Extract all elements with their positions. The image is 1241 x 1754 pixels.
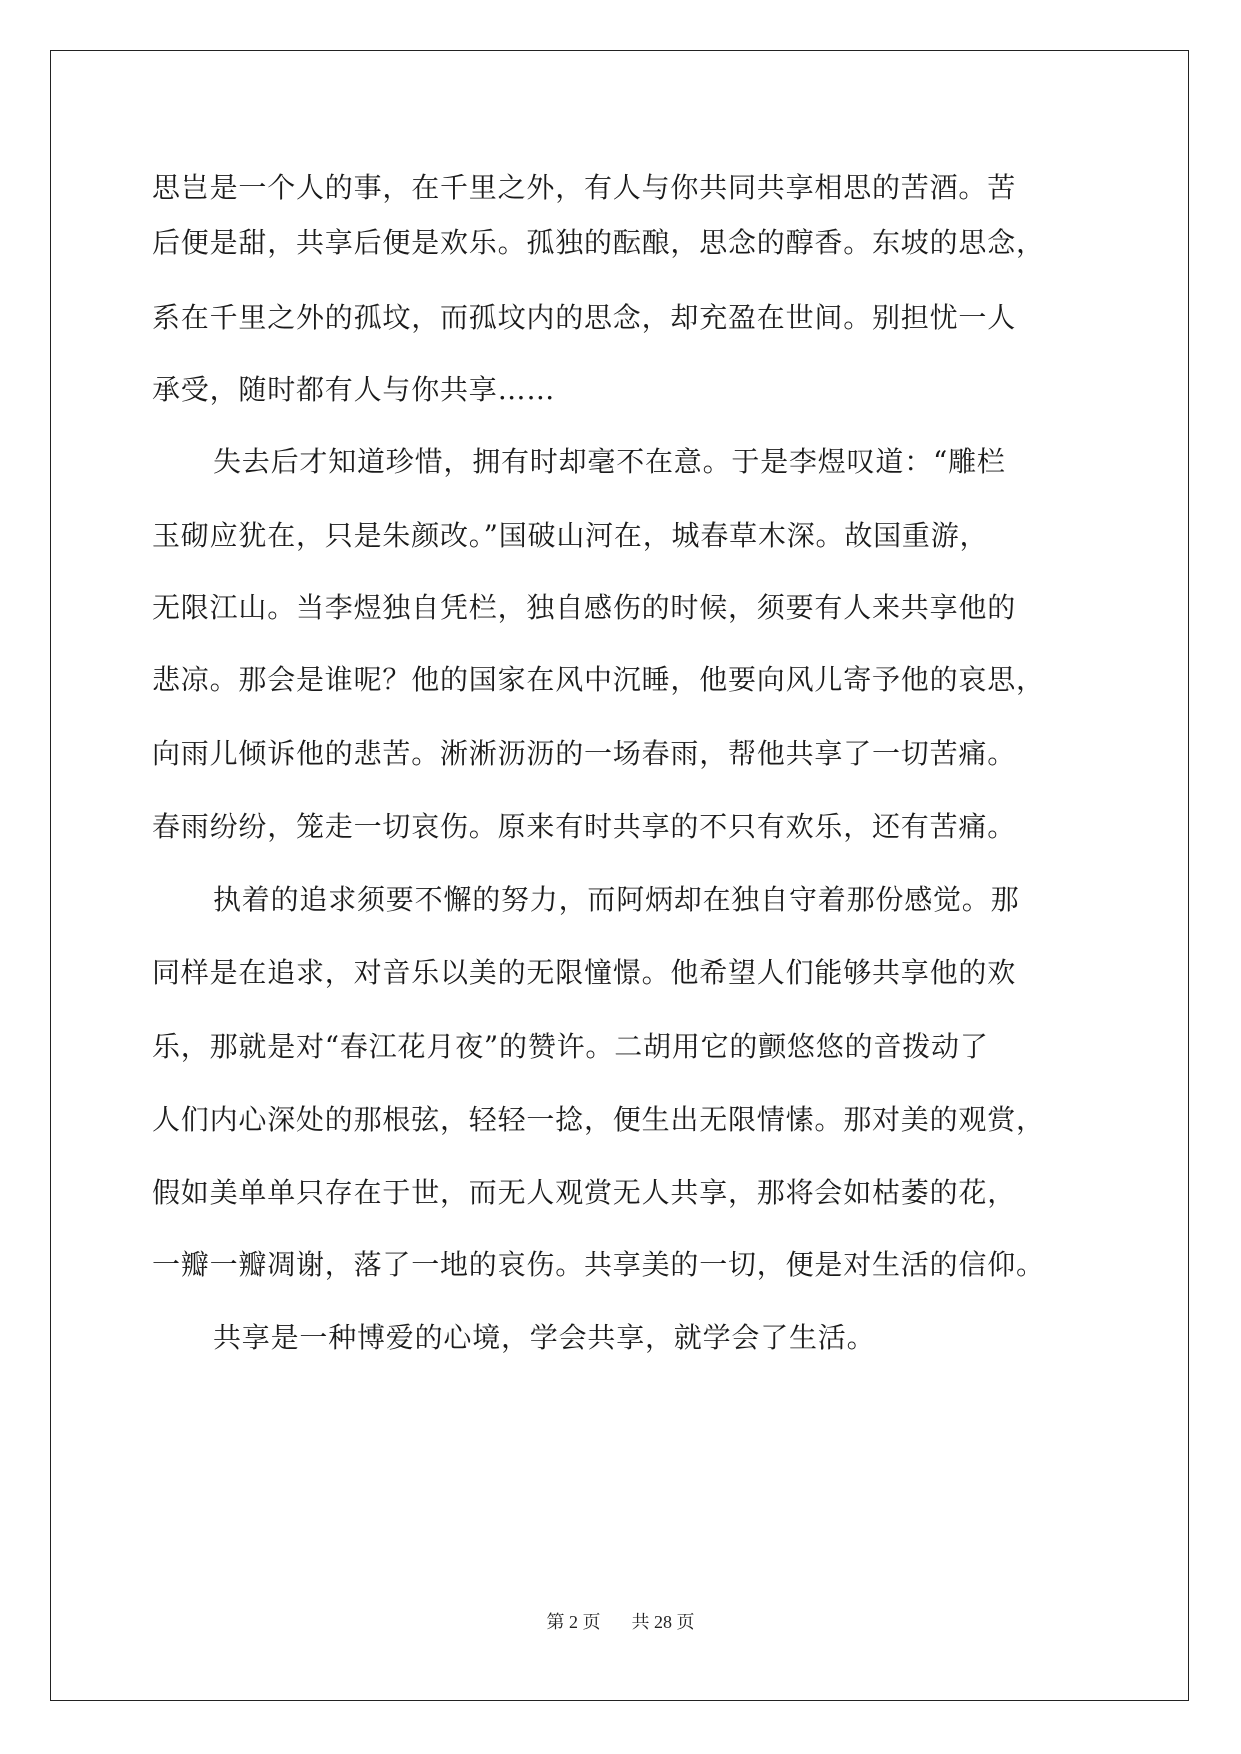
text-line: 一瓣一瓣凋谢，落了一地的哀伤。共享美的一切，便是对生活的信仰。 (152, 1248, 1045, 1281)
paragraph-first-line: 执着的追求须要不懈的努力，而阿炳却在独自守着那份感觉。那 (213, 883, 1020, 916)
text-line: 同样是在追求，对音乐以美的无限憧憬。他希望人们能够共享他的欢 (152, 956, 1017, 989)
page-total: 共 28 页 (631, 1612, 695, 1632)
text-line: 假如美单单只存在于世，而无人观赏无人共享，那将会如枯萎的花， (152, 1176, 1017, 1209)
page-number: 第 2 页 (546, 1612, 601, 1632)
text-line: 思岂是一个人的事，在千里之外，有人与你共同共享相思的苦酒。苦 (152, 171, 1017, 204)
text-line: 承受，随时都有人与你共享…… (152, 373, 556, 406)
page-footer (0, 1610, 1241, 1634)
text-line: 无限江山。当李煜独自凭栏，独自感伤的时候，须要有人来共享他的 (152, 591, 1017, 624)
text-line: 向雨儿倾诉他的悲苦。淅淅沥沥的一场春雨，帮他共享了一切苦痛。 (152, 737, 1017, 770)
text-line: 人们内心深处的那根弦，轻轻一捻，便生出无限情愫。那对美的观赏， (152, 1103, 1045, 1136)
text-line: 乐，那就是对“春江花月夜”的赞许。二胡用它的颤悠悠的音拨动了 (152, 1030, 989, 1063)
text-line: 悲凉。那会是谁呢？他的国家在风中沉睡，他要向风儿寄予他的哀思， (152, 663, 1045, 696)
paragraph-first-line: 失去后才知道珍惜，拥有时却毫不在意。于是李煜叹道：“雕栏 (213, 445, 1006, 478)
text-line: 后便是甜，共享后便是欢乐。孤独的酝酿，思念的醇香。东坡的思念， (152, 226, 1045, 259)
text-line: 玉砌应犹在，只是朱颜改。”国破山河在，城春草木深。故国重游， (152, 519, 989, 552)
paragraph-first-line: 共享是一种博爱的心境，学会共享，就学会了生活。 (213, 1321, 876, 1354)
text-line: 春雨纷纷，笼走一切哀伤。原来有时共享的不只有欢乐，还有苦痛。 (152, 810, 1017, 843)
text-line: 系在千里之外的孤坟，而孤坟内的思念，却充盈在世间。别担忧一人 (152, 301, 1017, 334)
